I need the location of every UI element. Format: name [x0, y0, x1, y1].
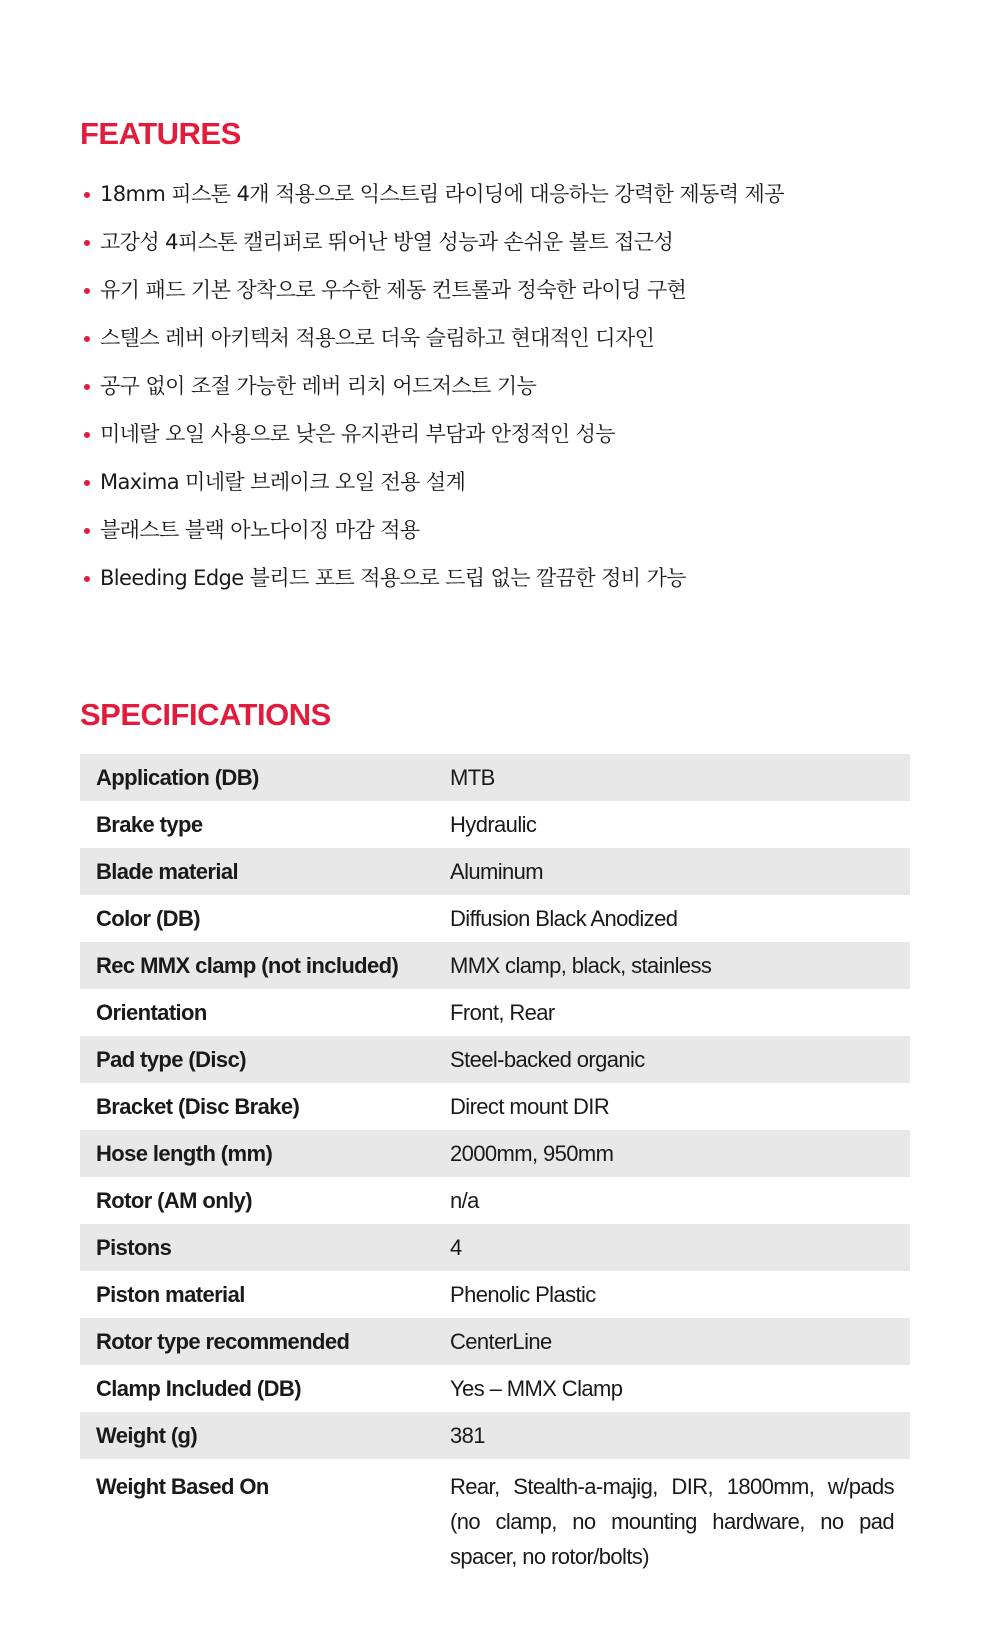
- spec-row: [80, 1224, 910, 1271]
- feature-text: 스텔스 레버 아키텍처 적용으로 더욱 슬림하고 현대적인 디자인: [100, 326, 655, 350]
- spec-key: Weight Based On: [80, 1459, 438, 1584]
- spec-row: [80, 848, 910, 895]
- spec-row: [80, 1271, 910, 1318]
- spec-row: [80, 1177, 910, 1224]
- feature-item: [84, 314, 944, 362]
- feature-text: Bleeding Edge 블리드 포트 적용으로 드립 없는 깔끔한 정비 가능: [100, 566, 686, 590]
- spec-row: [80, 1036, 910, 1083]
- feature-item: [84, 410, 944, 458]
- spec-value: Rear, Stealth-a-majig, DIR, 1800mm, w/pads (no clamp, no mounting hardware, no pad spacer, no rotor/bolts): [438, 1459, 910, 1584]
- spec-key: Hose length (mm): [80, 1130, 438, 1177]
- spec-row: [80, 1318, 910, 1365]
- spec-key: Brake type: [80, 801, 438, 848]
- feature-text: 18mm 피스톤 4개 적용으로 익스트림 라이딩에 대응하는 강력한 제동력 제공: [100, 182, 784, 206]
- spec-value: Phenolic Plastic: [438, 1271, 910, 1318]
- spec-value: 4: [438, 1224, 910, 1271]
- spec-row: [80, 942, 910, 989]
- spec-value: CenterLine: [438, 1318, 910, 1365]
- feature-item: [84, 506, 944, 554]
- spec-row: [80, 1365, 910, 1412]
- spec-key: Pistons: [80, 1224, 438, 1271]
- spec-key: Bracket (Disc Brake): [80, 1083, 438, 1130]
- bullet-icon: [84, 384, 90, 390]
- spec-value: Front, Rear: [438, 989, 910, 1036]
- feature-text: 미네랄 오일 사용으로 낮은 유지관리 부담과 안정적인 성능: [100, 422, 615, 446]
- feature-item: [84, 458, 944, 506]
- bullet-icon: [84, 432, 90, 438]
- bullet-icon: [84, 480, 90, 486]
- bullet-icon: [84, 336, 90, 342]
- spec-value: Direct mount DIR: [438, 1083, 910, 1130]
- feature-item: [84, 266, 944, 314]
- feature-item: [84, 362, 944, 410]
- spec-key: Color (DB): [80, 895, 438, 942]
- spec-key: Blade material: [80, 848, 438, 895]
- bullet-icon: [84, 528, 90, 534]
- spec-key: Orientation: [80, 989, 438, 1036]
- spec-row: [80, 989, 910, 1036]
- bullet-icon: [84, 192, 90, 198]
- feature-text: 유기 패드 기본 장착으로 우수한 제동 컨트롤과 정숙한 라이딩 구현: [100, 278, 687, 302]
- spec-key: Piston material: [80, 1271, 438, 1318]
- spec-row: [80, 1130, 910, 1177]
- feature-item: [84, 170, 944, 218]
- spec-key: Application (DB): [80, 754, 438, 801]
- spec-row: [80, 801, 910, 848]
- spec-key: Weight (g): [80, 1412, 438, 1459]
- specifications-title: SPECIFICATIONS: [80, 697, 331, 732]
- spec-row: [80, 1459, 910, 1584]
- bullet-icon: [84, 240, 90, 246]
- spec-key: Clamp Included (DB): [80, 1365, 438, 1412]
- spec-value: Steel-backed organic: [438, 1036, 910, 1083]
- spec-key: Rotor type recommended: [80, 1318, 438, 1365]
- spec-key: Pad type (Disc): [80, 1036, 438, 1083]
- spec-row: [80, 1412, 910, 1459]
- specifications-table: [80, 754, 910, 1584]
- spec-value: Diffusion Black Anodized: [438, 895, 910, 942]
- feature-item: [84, 218, 944, 266]
- spec-key: Rec MMX clamp (not included): [80, 942, 438, 989]
- spec-key: Rotor (AM only): [80, 1177, 438, 1224]
- spec-value: Yes – MMX Clamp: [438, 1365, 910, 1412]
- spec-value: 381: [438, 1412, 910, 1459]
- spec-row: [80, 754, 910, 801]
- spec-value: n/a: [438, 1177, 910, 1224]
- bullet-icon: [84, 288, 90, 294]
- spec-value: Aluminum: [438, 848, 910, 895]
- feature-text: 고강성 4피스톤 캘리퍼로 뛰어난 방열 성능과 손쉬운 볼트 접근성: [100, 230, 674, 254]
- spec-row: [80, 1083, 910, 1130]
- feature-text: 공구 없이 조절 가능한 레버 리치 어드저스트 기능: [100, 374, 537, 398]
- spec-row: [80, 895, 910, 942]
- feature-text: Maxima 미네랄 브레이크 오일 전용 설계: [100, 470, 466, 494]
- feature-text: 블래스트 블랙 아노다이징 마감 적용: [100, 518, 420, 542]
- spec-value: MTB: [438, 754, 910, 801]
- spec-value: 2000mm, 950mm: [438, 1130, 910, 1177]
- features-list: [84, 170, 944, 602]
- feature-item: [84, 554, 944, 602]
- features-title: FEATURES: [80, 116, 241, 151]
- spec-value: MMX clamp, black, stainless: [438, 942, 910, 989]
- spec-value: Hydraulic: [438, 801, 910, 848]
- bullet-icon: [84, 576, 90, 582]
